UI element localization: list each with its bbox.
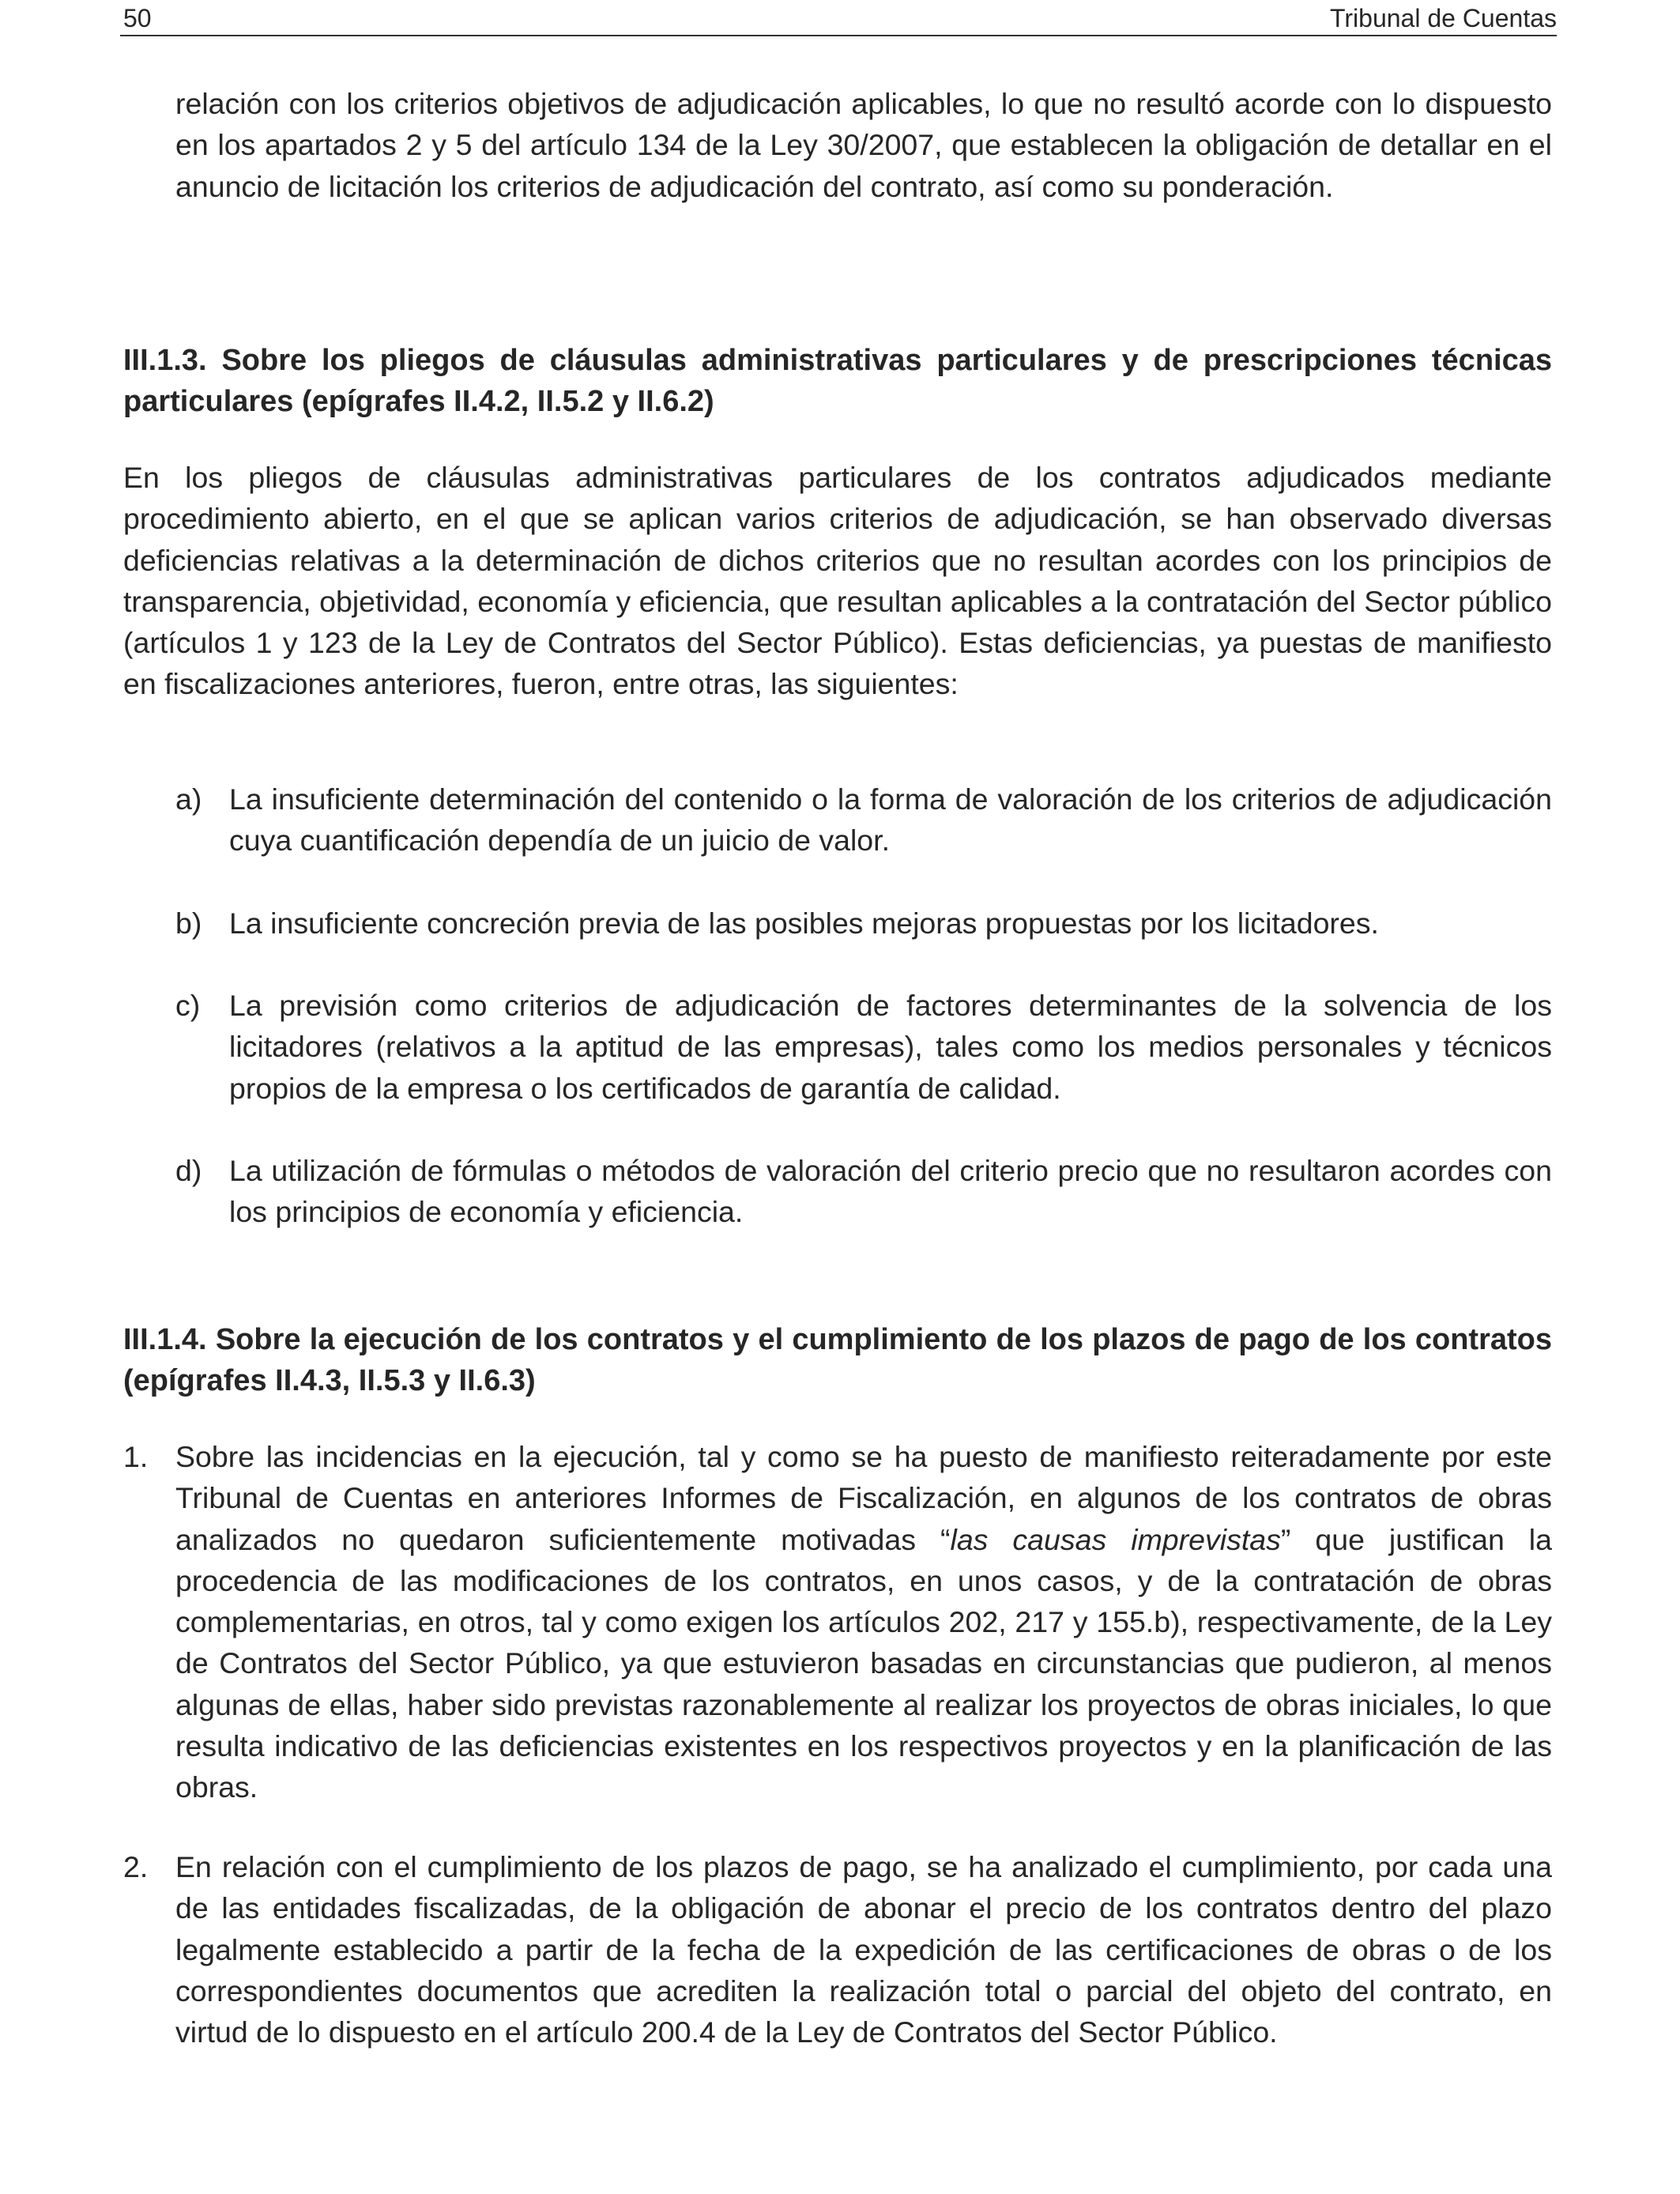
list-item-text: La utilización de fórmulas o métodos de valoración del criterio precio que no resultaron acordes con los principios de economía y eficiencia. — [229, 1154, 1552, 1229]
list-marker: d) — [175, 1154, 202, 1187]
list-marker: 2. — [123, 1850, 149, 1883]
list-item-text: La previsión como criterios de adjudicación de factores determinantes de la solvencia de los licitadores (relativos a la aptitud de las empresas), tales como los medios personales y técnicos propios de la empresa o los certificados de garantía de calidad. — [229, 989, 1552, 1105]
list-item-text: La insuficiente concreción previa de las posibles mejoras propuestas por los licitadores. — [229, 907, 1379, 940]
section-paragraph-iii-1-3: En los pliegos de cláusulas administrativas particulares de los contratos adjudicados mediante procedimiento abierto, en el que se aplican varios criterios de adjudicación, se han observado diversas deficiencias relativas a la determinación de dichos criterios que no resultan acordes con los principios de transparencia, objetividad, economía y eficiencia, que resultan aplicables a la contratación del Sector público (artículos 1 y 123 de la Ley de Contratos del Sector Público). Estas deficiencias, ya puestas de manifiesto en fiscalizaciones anteriores, fueron, entre otras, las siguientes: — [123, 461, 1552, 701]
italic-quote: las causas imprevistas — [950, 1522, 1281, 1556]
section-heading-iii-1-4: III.1.4. Sobre la ejecución de los contratos y el cumplimiento de los plazos de pago de los contratos (epígrafes II.4.3, II.5.3 y II.6.3) — [123, 1323, 1552, 1397]
page-header — [120, 5, 1557, 36]
text-part: Sobre las incidencias en la ejecución, tal y como se ha puesto de manifiesto reiteradamente por este Tribunal de Cuentas en anteriores Informes de Fiscalización, en algunos de los contratos de obras analizados no quedaron suficientemente motivadas “ — [175, 1440, 1552, 1556]
numbered-item-text: En relación con el cumplimiento de los plazos de pago, se ha analizado el cumplimiento, por cada una de las entidades fiscalizadas, de la obligación de abonar el precio de los contratos dentro del plazo legalmente establecido a partir de la fecha de la expedición de las certificaciones de obras o de los correspondientes documentos que acrediten la realización total o parcial del objeto del contrato, en virtud de lo dispuesto en el artículo 200.4 de la Ley de Contratos del Sector Público. — [175, 1850, 1552, 2049]
list-marker: 1. — [123, 1440, 149, 1473]
intro-paragraph: relación con los criterios objetivos de adjudicación aplicables, lo que no resultó acorde con lo dispuesto en los apartados 2 y 5 del artículo 134 de la Ley 30/2007, que establecen la obligación de detallar en el anuncio de licitación los criterios de adjudicación del contrato, así como su ponderación. — [175, 87, 1552, 203]
list-marker: a) — [175, 782, 202, 816]
list-marker: b) — [175, 907, 202, 940]
page-number: 50 — [123, 4, 152, 32]
list-item-text: La insuficiente determinación del contenido o la forma de valoración de los criterios de adjudicación cuya cuantificación dependía de un juicio de valor. — [229, 782, 1552, 858]
section-heading-iii-1-3: III.1.3. Sobre los pliegos de cláusulas administrativas particulares y de prescripciones técnicas particulares (epígrafes II.4.2, II.5.2 y II.6.2) — [123, 344, 1552, 418]
list-marker: c) — [175, 989, 201, 1022]
header-title: Tribunal de Cuentas — [1330, 4, 1557, 32]
numbered-item-text — [175, 1436, 1552, 1808]
text-part: ” que justifican la procedencia de las modificaciones de los contratos, en unos casos, y de la contratación de obras complementarias, en otros, tal y como exigen los artículos 202, 217 y 155.b), respectivamente, de la Ley de Contratos del Sector Público, ya que estuvieron basadas en circunstancias que pudieron, al menos algunas de ellas, haber sido previstas razonablemente al realizar los proyectos de obras iniciales, lo que resulta indicativo de las deficiencias existentes en los respectivos proyectos y en la planificación de las obras. — [175, 1522, 1552, 1804]
